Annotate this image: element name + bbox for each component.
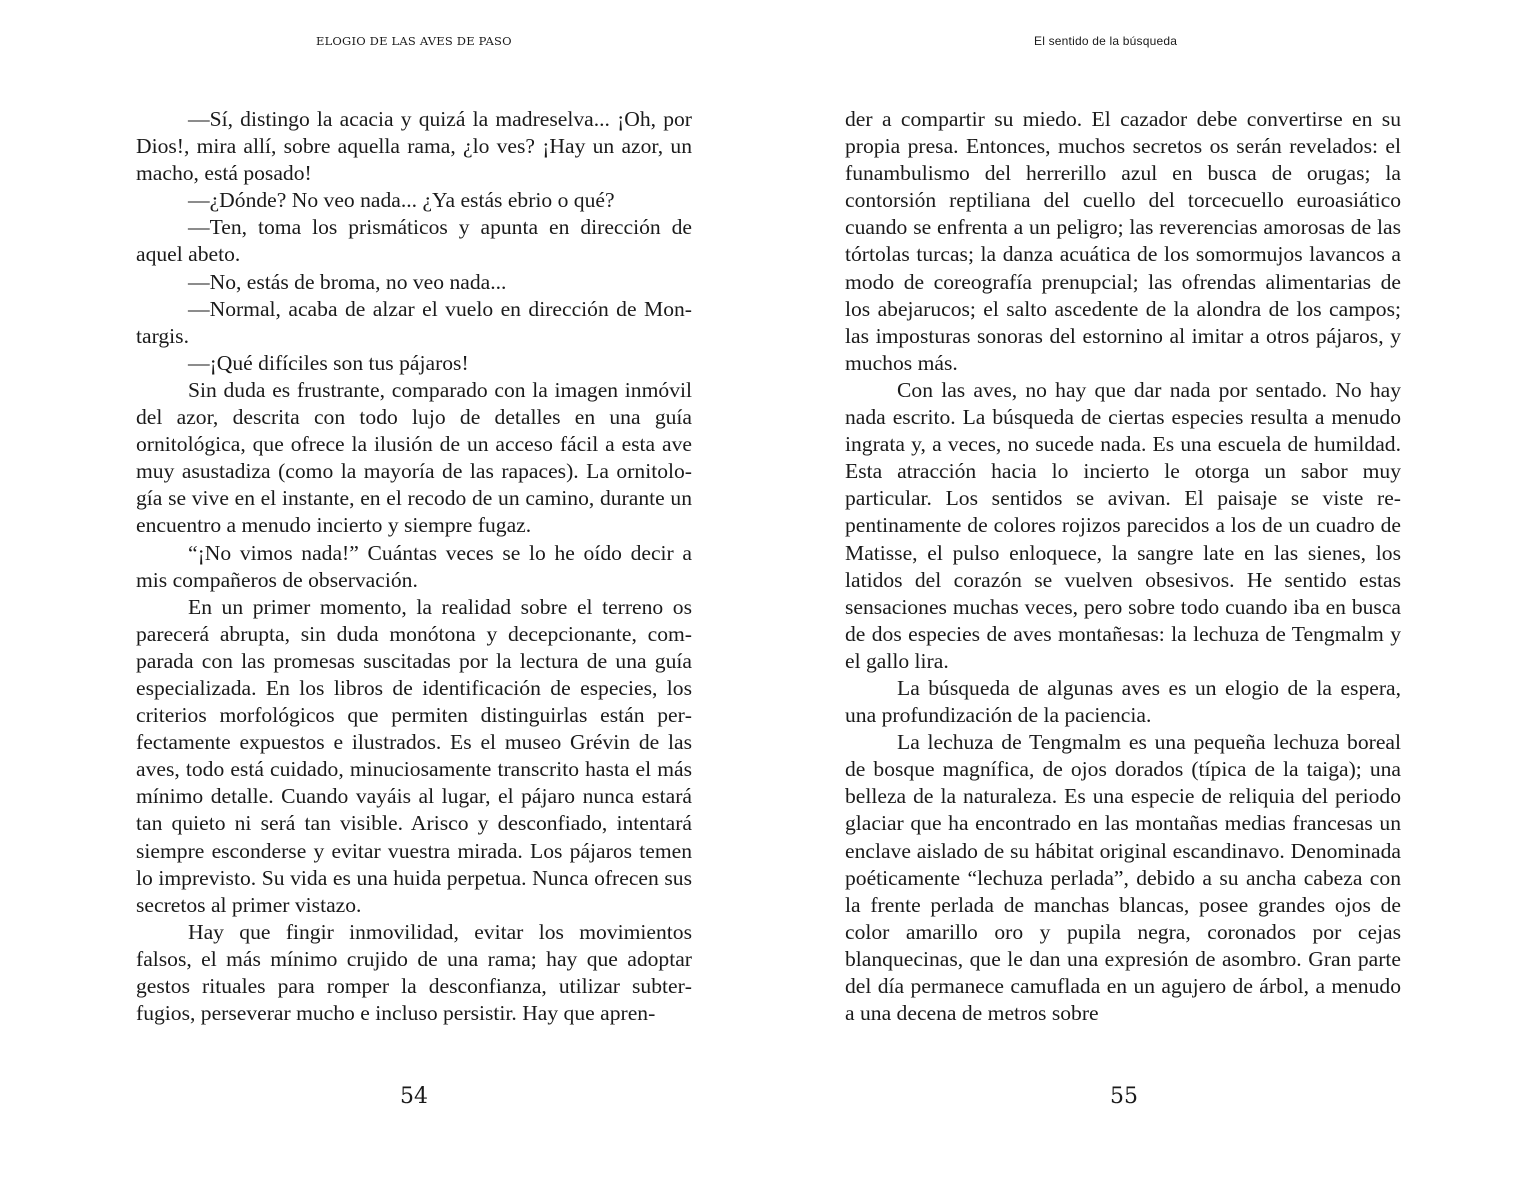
paragraph: Sin duda es frustrante, comparado con la imagen inmóvil del azor, descrita con todo lujo de detalles en una guía ornitológica, que ofrece la ilusión de un acceso fácil a esta ave muy asustadiza (como la mayoría de las rapaces). La ornitología se vive en el instante, en el recodo de un camino, durante un encuentro a menudo incierto y siempre fugaz.	[136, 377, 692, 538]
paragraph: Con las aves, no hay que dar nada por sentado. No hay nada escrito. La búsqueda de ciertas especies resulta a menudo ingrata y, a veces, no sucede nada. Es una escuela de humildad. Esta atracción hacia lo incierto le otorga un sabor muy particular. Los sentidos se avivan. El paisaje se viste repentinamente de colores rojizos parecidos a los de un cuadro de Matisse, el pulso enloquece, la sangre late en las sienes, los latidos del corazón se vuelven obsesivos. He sentido estas sensaciones muchas veces, pero sobre todo cuando iba en busca de dos especies de aves montañesas: la lechuza de Tengmalm y el gallo lira.	[845, 377, 1401, 673]
page-number-right: 55	[1110, 1084, 1138, 1109]
paragraph: —¿Dónde? No veo nada... ¿Ya estás ebrio o qué?	[188, 188, 615, 213]
paragraph: —¡Qué difíciles son tus pájaros!	[188, 350, 469, 375]
paragraph: —Ten, toma los prismáticos y apunta en dirección de aquel abeto.	[136, 215, 692, 267]
paragraph: Hay que fingir inmovilidad, evitar los movimientos falsos, el más mínimo crujido de una rama; hay que adoptar gestos rituales para romper la desconfianza, utilizar subterfugios, perseverar mucho e incluso persistir. Hay que apren-	[136, 919, 692, 1026]
paragraph: —Normal, acaba de alzar el vuelo en dirección de Montargis.	[136, 296, 692, 348]
running-head-right: El sentido de la búsqueda	[1034, 34, 1178, 48]
running-head-left: ELOGIO DE LAS AVES DE PASO	[316, 34, 512, 48]
body-text-right	[845, 106, 1401, 1027]
continued-paragraph: der a compartir su miedo. El cazador debe convertirse en su propia presa. Entonces, muchos secretos os serán revelados: el funambulismo del herrerillo azul en busca de orugas; la contorsión reptiliana del cuello del torcecuello euroasiático cuando se enfrenta a un peligro; las reverencias amorosas de las tórtolas turcas; la danza acuática de los somormujos lavancos a modo de coreografía prenupcial; las ofrendas alimentarias de los abejarucos; el salto ascedente de la alondra de los campos; las imposturas sonoras del estornino al imitar a otros pájaros, y muchos más.	[845, 107, 1401, 375]
left-page	[0, 0, 767, 1181]
page-number-left: 54	[400, 1084, 428, 1109]
paragraph: La búsqueda de algunas aves es un elogio de la espera, una profundización de la paciencia.	[845, 675, 1401, 728]
body-text-left	[136, 106, 692, 1027]
paragraph: En un primer momento, la realidad sobre el terreno os parecerá abrupta, sin duda monótona y decepcionante, comparada con las promesas suscitadas por la lectura de una guía especializada. En los libros de identificación de especies, los criterios morfológicos que permiten distinguirlas están perfectamente expuestos e ilustrados. Es el museo Grévin de las aves, todo está cuidado, minuciosamente transcrito hasta el más mínimo detalle. Cuando vayáis al lugar, el pájaro nunca estará tan quieto ni será tan visible. Arisco y desconfiado, intentará siempre esconderse y evitar vuestra mirada. Los pájaros temen lo imprevisto. Su vida es una huida perpetua. Nunca ofrecen sus secretos al primer vistazo.	[136, 594, 692, 917]
paragraph: —Sí, distingo la acacia y quizá la madreselva... ¡Oh, por Dios!, mira allí, sobre aquella rama, ¿lo ves? ¡Hay un azor, un macho, está posado!	[136, 107, 692, 186]
paragraph: La lechuza de Tengmalm es una pequeña lechuza boreal de bosque magnífica, de ojos dorados (típica de la taiga); una belleza de la naturaleza. Es una especie de reliquia del periodo glaciar que ha encontrado en las montañas medias francesas un enclave aislado de su hábitat original escandinavo. Denominada poéticamente “lechuza perlada”, debido a su ancha cabeza con la frente perlada de manchas blancas, posee grandes ojos de color amarillo oro y pupila negra, coronados por cejas blanquecinas, que le dan una expresión de asombro. Gran parte del día permanece camuflada en un agujero de árbol, a menudo a una decena de metros sobre	[845, 730, 1401, 1026]
right-page	[767, 0, 1535, 1181]
paragraph: “¡No vimos nada!” Cuántas veces se lo he oído decir a mis compañeros de observación.	[136, 540, 692, 592]
paragraph: —No, estás de broma, no veo nada...	[188, 269, 507, 294]
